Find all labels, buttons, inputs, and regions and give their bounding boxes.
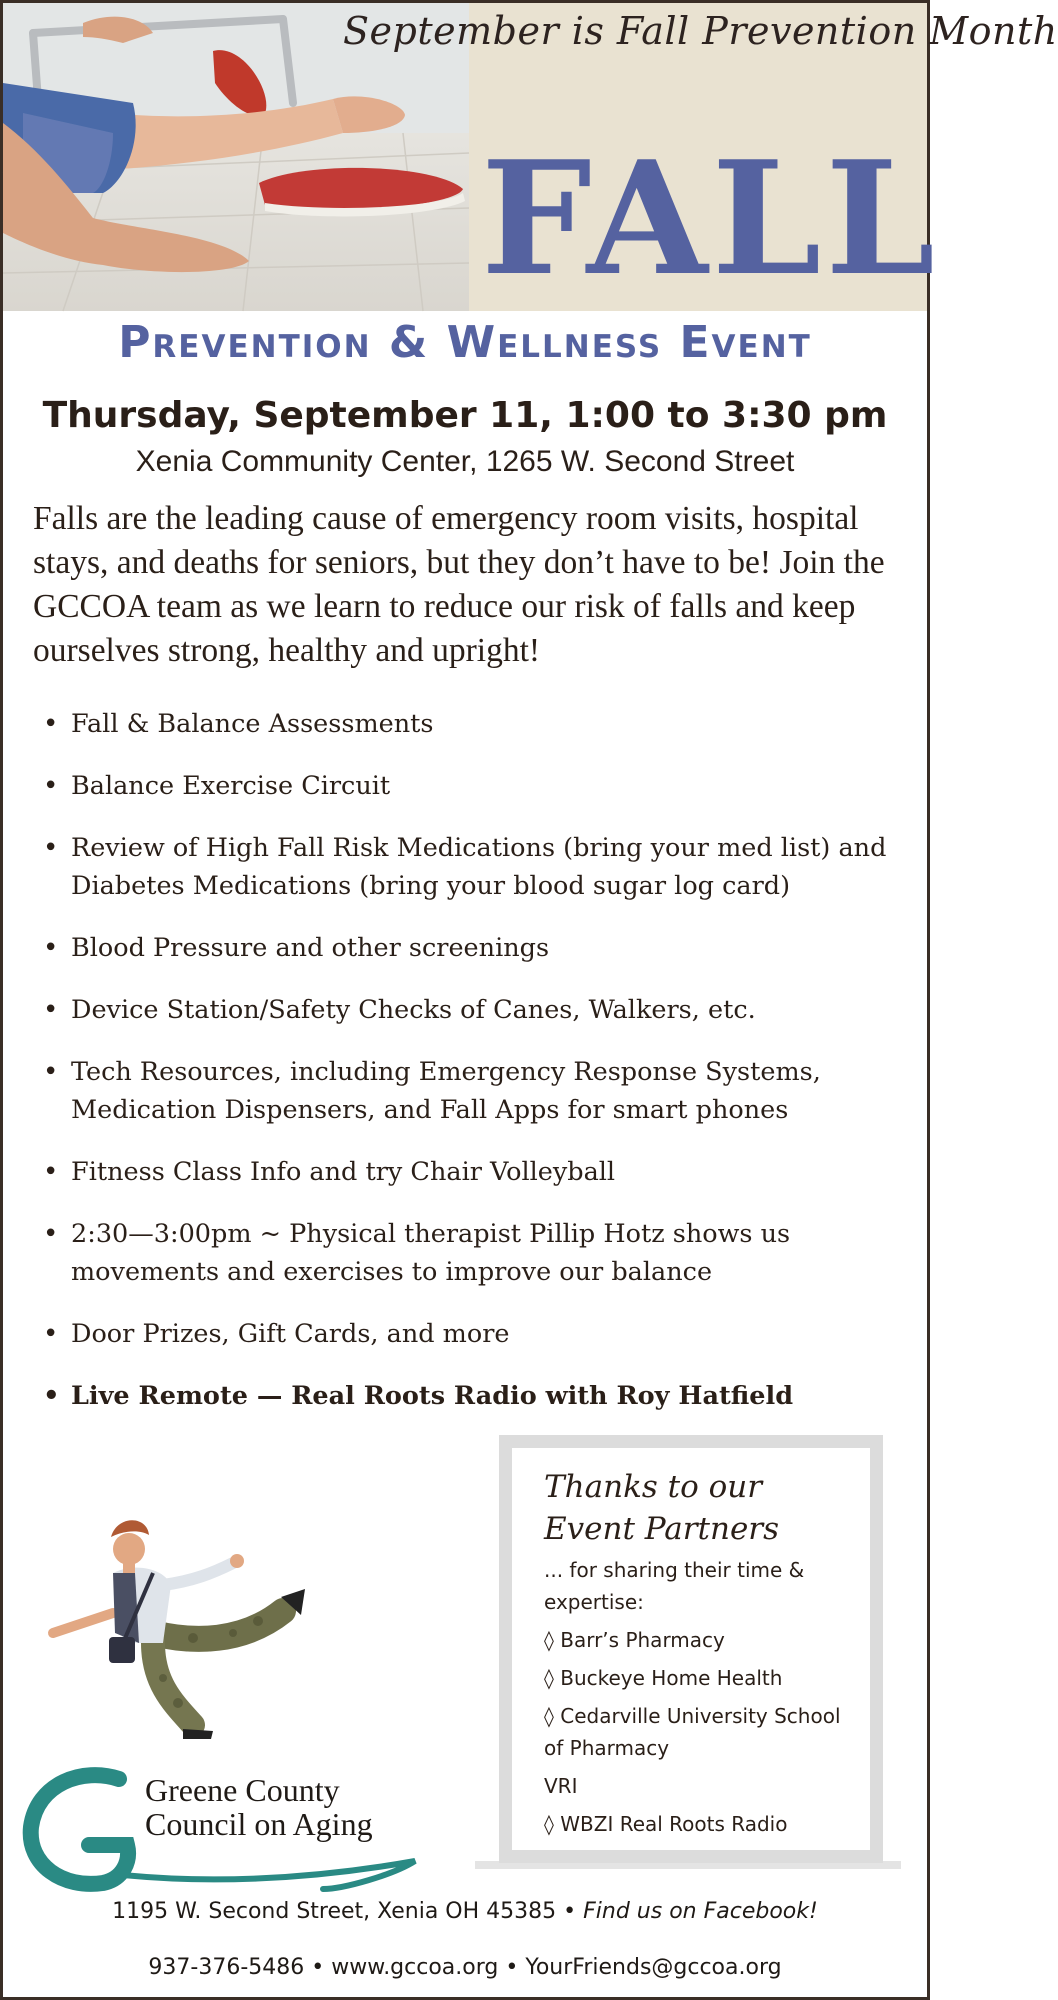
list-item: • Live Remote — Real Roots Radio with Roy Hatfield — [43, 1377, 923, 1415]
organization-name-line1: Greene County — [145, 1772, 340, 1808]
partners-heading: Event Partners — [544, 1511, 780, 1547]
partners-heading: Thanks to our — [544, 1469, 763, 1505]
partner-item: VRI — [544, 1774, 578, 1798]
partners-subheading: ... for sharing their time & expertise: — [544, 1558, 805, 1614]
list-item: • Fall & Balance Assessments — [43, 705, 923, 743]
intro-paragraph: Falls are the leading cause of emergency room visits, hospital stays, and deaths for seniors, but they don’t have to be! Join the GCCOA team as we learn to reduce our risk of falls and keep ourselves strong, healthy and upright! — [33, 500, 885, 669]
falling-person-illustration — [43, 1493, 353, 1743]
facebook-link[interactable]: Find us on Facebook! — [583, 1899, 818, 1924]
list-item: • Fitness Class Info and try Chair Volleyball — [43, 1153, 923, 1191]
event-title: Prevention & Wellness Event — [118, 317, 812, 368]
feature-list — [43, 705, 923, 1439]
partner-item: ◊ Cedarville University School of Pharmacy — [544, 1704, 841, 1760]
organization-name-line2: Council on Aging — [145, 1806, 373, 1842]
footer-contact: 937-376-5486 • www.gccoa.org • YourFriends@gccoa.org — [148, 1955, 782, 1980]
gccoa-logo — [23, 1765, 443, 1895]
partner-item: ◊ Buckeye Home Health — [544, 1666, 783, 1690]
list-item: • Tech Resources, including Emergency Response Systems, Medication Dispensers, and Fall Apps for smart phones — [43, 1053, 923, 1129]
partners-box — [499, 1435, 883, 1863]
partner-item: ◊ WBZI Real Roots Radio — [544, 1812, 788, 1836]
partner-item: ◊ Barr’s Pharmacy — [544, 1628, 725, 1652]
tagline: September is Fall Prevention Month — [343, 9, 1058, 53]
address-text: 1195 W. Second Street, Xenia OH 45385 • — [112, 1899, 577, 1924]
event-location: Xenia Community Center, 1265 W. Second Street — [135, 445, 795, 478]
headline-fall: FALL — [481, 127, 940, 310]
event-date: Thursday, September 11, 1:00 to 3:30 pm — [42, 395, 888, 436]
list-item: • Review of High Fall Risk Medications (bring your med list) and Diabetes Medications (bring your blood sugar log card) — [43, 829, 923, 905]
list-item: • Device Station/Safety Checks of Canes, Walkers, etc. — [43, 991, 923, 1029]
list-item: • Balance Exercise Circuit — [43, 767, 923, 805]
footer-address — [3, 1899, 927, 1924]
organization-name — [145, 1773, 373, 1841]
list-item: • 2:30—3:00pm ~ Physical therapist Pillip Hotz shows us movements and exercises to improve our balance — [43, 1215, 923, 1291]
list-item: • Door Prizes, Gift Cards, and more — [43, 1315, 923, 1353]
list-item: • Blood Pressure and other screenings — [43, 929, 923, 967]
header-banner — [3, 3, 1058, 311]
